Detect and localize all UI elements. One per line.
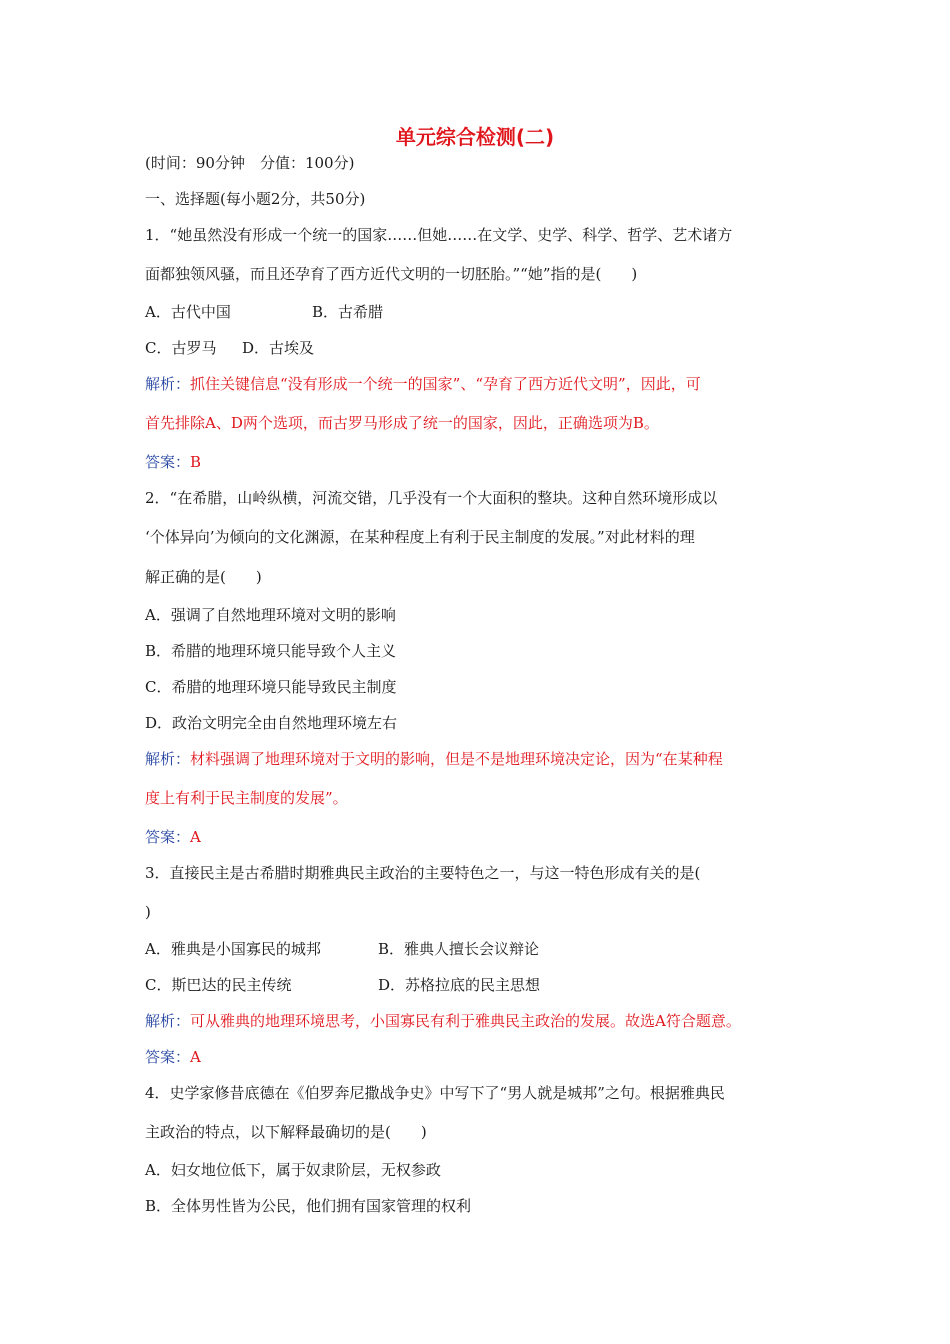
option-c: C．斯巴达的民主传统 <box>145 976 292 994</box>
question-2-line-1: 2．“在希腊，山岭纵横，河流交错，几乎没有一个大面积的整块。这种自然环境形成以 <box>145 489 718 507</box>
option-d: D．政治文明完全由自然地理环境左右 <box>145 714 398 732</box>
question-3-line-2: ) <box>145 903 151 921</box>
option-a: A．妇女地位低下，属于奴隶阶层，无权参政 <box>145 1161 441 1179</box>
question-3-options-row-2 <box>145 974 810 996</box>
answer-label: 答案： <box>145 828 191 846</box>
analysis-label: 解析： <box>145 1012 191 1030</box>
question-2-line-3: 解正确的是( ) <box>145 568 262 586</box>
question-2-line-2: ‘个体异向’为倾向的文化渊源，在某种程度上有利于民主制度的发展。”对此材料的理 <box>145 528 695 546</box>
question-2-analysis-line-1 <box>145 748 810 770</box>
option-c: C．希腊的地理环境只能导致民主制度 <box>145 678 397 696</box>
analysis-text: 可从雅典的地理环境思考，小国寡民有利于雅典民主政治的发展。故选A符合题意。 <box>190 1012 741 1030</box>
question-2-analysis-line-2: 度上有利于民主制度的发展”。 <box>145 789 348 807</box>
question-1-line-1: 1．“她虽然没有形成一个统一的国家……但她……在文学、史学、科学、哲学、艺术诸方 <box>145 226 733 244</box>
question-3-line-1: 3．直接民主是古希腊时期雅典民主政治的主要特色之一，与这一特色形成有关的是( <box>145 864 701 882</box>
option-a: A．雅典是小国寡民的城邦 <box>145 940 321 958</box>
question-1-analysis-line-2: 首先排除A、D两个选项，而古罗马形成了统一的国家，因此，正确选项为B。 <box>145 414 659 432</box>
section-heading: 一、选择题(每小题2分，共50分) <box>145 190 366 208</box>
option-d: D．苏格拉底的民主思想 <box>378 976 541 994</box>
question-4-line-2: 主政治的特点，以下解释最确切的是( ) <box>145 1123 427 1141</box>
page-title: 单元综合检测(二) <box>395 125 555 149</box>
question-1-options-row-2 <box>145 337 810 359</box>
answer-value: A <box>190 1048 201 1066</box>
question-3-options-row-1 <box>145 938 810 960</box>
option-d: D．古埃及 <box>242 339 315 357</box>
option-b: B．古希腊 <box>312 303 384 321</box>
answer-label: 答案： <box>145 1048 191 1066</box>
analysis-label: 解析： <box>145 750 191 768</box>
option-c: C．古罗马 <box>145 339 217 357</box>
option-a: A．强调了自然地理环境对文明的影响 <box>145 606 396 624</box>
question-3-analysis-line-1 <box>145 1010 810 1032</box>
question-3-answer <box>145 1046 810 1068</box>
answer-value: A <box>190 828 201 846</box>
option-b: B．雅典人擅长会议辩论 <box>378 940 540 958</box>
question-1-analysis-line-1 <box>145 373 810 395</box>
question-2-answer <box>145 826 810 848</box>
answer-label: 答案： <box>145 453 191 471</box>
option-b: B．全体男性皆为公民，他们拥有国家管理的权利 <box>145 1197 472 1215</box>
analysis-text: 抓住关键信息“没有形成一个统一的国家”、“孕育了西方近代文明”，因此，可 <box>190 375 701 393</box>
answer-value: B <box>190 453 202 471</box>
question-1-answer <box>145 451 810 473</box>
option-b: B．希腊的地理环境只能导致个人主义 <box>145 642 397 660</box>
option-a: A．古代中国 <box>145 303 231 321</box>
question-1-line-2: 面都独领风骚，而且还孕育了西方近代文明的一切胚胎。”“她”指的是( ) <box>145 265 638 283</box>
question-4-line-1: 4．史学家修昔底德在《伯罗奔尼撒战争史》中写下了“男人就是城邦”之句。根据雅典民 <box>145 1084 725 1102</box>
question-1-options-row-1 <box>145 301 810 323</box>
analysis-label: 解析： <box>145 375 191 393</box>
exam-meta: (时间：90分钟 分值：100分) <box>145 154 355 172</box>
analysis-text: 材料强调了地理环境对于文明的影响，但是不是地理环境决定论，因为“在某种程 <box>190 750 723 768</box>
